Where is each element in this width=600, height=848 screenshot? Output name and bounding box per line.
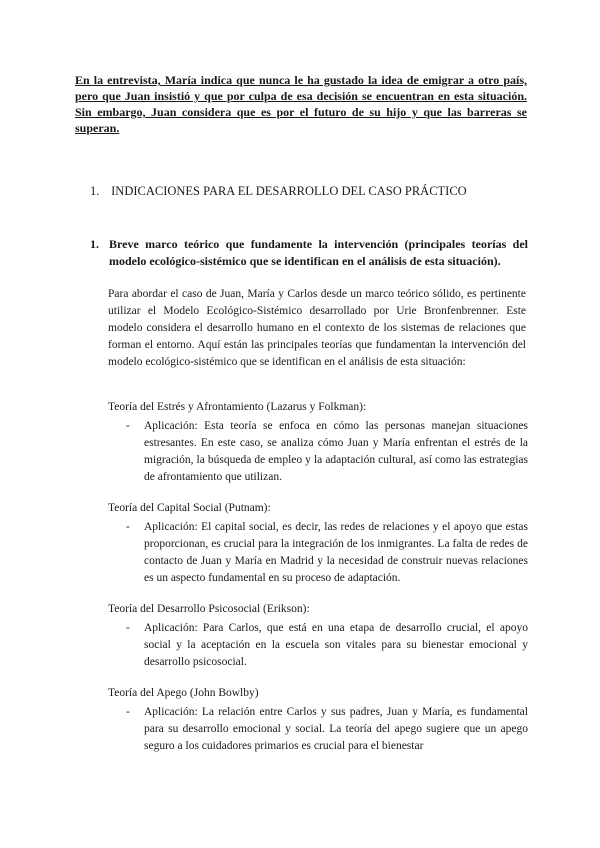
theory-intro-paragraph: Para abordar el caso de Juan, María y Carlos desde un marco teórico sólido, es pertinente utilizar el Modelo Ecológico-Sistémico desarrollado por Urie Bronfenbrenner. Este modelo considera el desarrollo humano en el contexto de los sistemas de relaciones que forman el entorno. Aquí están las principales teorías que fundamentan la intervención del modelo ecológico-sistémico que se identifican en el análisis de esta situación:	[108, 288, 526, 368]
theory-block	[108, 601, 528, 671]
theory-bullet	[108, 704, 528, 755]
bullet-text: Aplicación: Para Carlos, que está en una etapa de desarrollo crucial, el apoyo social y la aceptación en la escuela son vitales para su bienestar emocional y desarrollo psicosocial.	[144, 622, 528, 668]
theory-title: Teoría del Estrés y Afrontamiento (Lazarus y Folkman):	[108, 401, 367, 413]
bullet-marker: -	[126, 521, 130, 533]
subquestion-number: 1.	[90, 237, 99, 251]
theory-title: Teoría del Capital Social (Putnam):	[108, 502, 271, 514]
theory-bullet	[108, 620, 528, 671]
section-number: 1.	[90, 184, 100, 198]
theory-bullet	[108, 418, 528, 486]
bullet-text: Aplicación: El capital social, es decir, las redes de relaciones y el apoyo que estas proporcionan, es crucial para la integración de los inmigrantes. La falta de redes de contacto de Juan y María en Madrid y la necesidad de construir nuevas relaciones es un aspecto fundamental en su proceso de adaptación.	[144, 521, 528, 584]
bullet-marker: -	[126, 706, 130, 718]
theory-block	[108, 399, 528, 486]
bullet-text: Aplicación: La relación entre Carlos y sus padres, Juan y María, es fundamental para su desarrollo emocional y social. La teoría del apego sugiere que un apego seguro a los cuidadores primarios es crucial para el bienestar	[144, 706, 528, 752]
theory-block	[108, 500, 528, 587]
theory-block	[108, 685, 528, 755]
bullet-text: Aplicación: Esta teoría se enfoca en cómo las personas manejan situaciones estresantes. En este caso, se analiza cómo Juan y María enfrentan el estrés de la migración, la búsqueda de empleo y la adaptación cultural, así como las estrategias de afrontamiento que utilizan.	[144, 420, 528, 483]
section-heading	[90, 184, 530, 199]
bullet-marker: -	[126, 420, 130, 432]
theory-bullet	[108, 519, 528, 587]
theory-title: Teoría del Apego (John Bowlby)	[108, 687, 259, 699]
section-title: INDICACIONES PARA EL DESARROLLO DEL CASO PRÁCTICO	[111, 184, 467, 198]
subquestion	[90, 236, 528, 270]
subquestion-text: Breve marco teórico que fundamente la intervención (principales teorías del modelo ecológico-sistémico que se identifican en el análisis de esta situación).	[109, 237, 528, 268]
theory-title: Teoría del Desarrollo Psicosocial (Erikson):	[108, 603, 310, 615]
intro-paragraph: En la entrevista, María indica que nunca le ha gustado la idea de emigrar a otro país, pero que Juan insistió y que por culpa de esa decisión se encuentran en esta situación. Sin embargo, Juan considera que es por el futuro de su hijo y que las barreras se superan.	[75, 73, 527, 135]
bullet-marker: -	[126, 622, 130, 634]
